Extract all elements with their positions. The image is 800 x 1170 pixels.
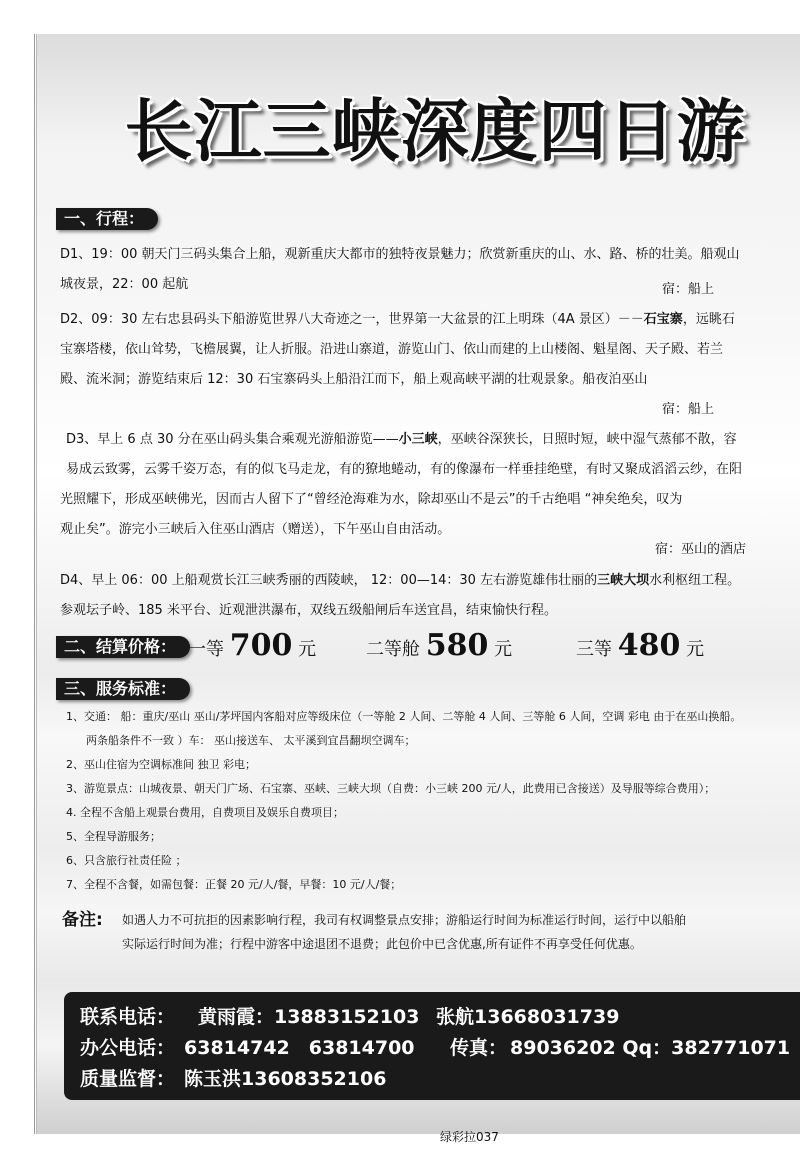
page-footer-code: 绿彩拉037	[440, 1130, 499, 1144]
note-text	[122, 908, 686, 956]
price-second-value: 580	[425, 628, 489, 663]
contact-phone-label: 联系电话：	[80, 1006, 176, 1028]
section-service-header: 三、服务标准：	[56, 678, 190, 700]
itinerary-day2-text: D2、09：30 左右忠县码头下船游览世界八大奇迹之一，世界第一大盆景的江上明珠（4A 景区）－－	[60, 312, 644, 327]
itinerary-day1	[60, 240, 740, 300]
service-list	[66, 705, 741, 897]
itinerary-day2-line: 宝寨塔楼，依山耸势，飞檐展翼，让人折服。沿进山寨道，游览山门、依山而建的上山楼阁、魁星阁、天子殿、若兰	[60, 342, 724, 357]
note-line: 如遇人力不可抗拒的因素影响行程，我司有权调整景点安排；游船运行时间为标准运行时间，运行中以船舶	[122, 913, 687, 927]
service-item: 4. 全程不含船上观景台费用，自费项目及娱乐自费项目；	[66, 806, 344, 819]
price-first-value: 700	[229, 628, 293, 663]
price-first-label: 一等	[188, 639, 224, 660]
contact-panel	[64, 992, 800, 1100]
service-item: 6、只含旅行社责任险 ；	[66, 854, 187, 867]
price-first-class	[188, 628, 316, 663]
itinerary-day2-highlight: 石宝寨	[643, 312, 683, 327]
itinerary-day3-stay: 宿：巫山的酒店	[655, 542, 747, 557]
itinerary-day4-line	[60, 566, 740, 596]
contact-fax-value: 89036202 Qq：382771071	[510, 1037, 791, 1059]
service-item: 两条船条件不一致 ）车： 巫山接送车、 太平溪到宜昌翻坝空调车；	[86, 734, 416, 747]
service-item: 3、游览景点：山城夜景、朝天门广场、石宝寨、巫峡、三峡大坝（自费：小三峡 200 元/人，此费用已含接送）及导服等综合费用）；	[66, 782, 716, 795]
price-first-unit: 元	[298, 639, 317, 660]
contact-quality-value: 陈玉洪13608352106	[184, 1068, 387, 1090]
contact-office-row	[80, 1033, 800, 1064]
price-second-unit: 元	[494, 639, 513, 660]
itinerary-day3-text: D3、早上 6 点 30 分在巫山码头集合乘观光游船游览——	[66, 432, 399, 447]
itinerary-day1-line: 城夜景，22：00 起航	[60, 277, 189, 292]
itinerary-day3-text: ，巫峡谷深狭长，日照时短，峡中湿气蒸郁不散，容	[437, 432, 737, 447]
price-third-unit: 元	[686, 639, 705, 660]
contact-phone-1: 黄雨霞：13883152103	[198, 1006, 420, 1028]
page-title: 长江三峡深度四日游	[124, 92, 746, 172]
itinerary-day4-line: 参观坛子岭、185 米平台、近观泄洪瀑布，双线五级船闸后车送宜昌，结束愉快行程。	[60, 603, 557, 618]
itinerary-day1-stay: 宿：船上	[662, 282, 715, 297]
contact-office-value: 63814742 63814700	[184, 1037, 415, 1059]
page-border	[34, 34, 35, 1134]
section-itinerary-header: 一、行程：	[56, 208, 158, 230]
contact-fax-label: 传真：	[450, 1037, 508, 1059]
itinerary-day2-line: 殿、流米洞；游览结束后 12：30 石宝寨码头上船沿江而下，船上观高峡平湖的壮观景象。船夜泊巫山	[60, 372, 648, 387]
section-price-header: 二、结算价格：	[56, 636, 190, 658]
itinerary-day2	[60, 305, 735, 395]
contact-quality-label: 质量监督：	[80, 1068, 176, 1090]
service-item: 5、全程导游服务；	[66, 830, 161, 843]
itinerary-day4	[60, 566, 740, 626]
price-third-label: 三等	[576, 639, 612, 660]
itinerary-day4-text: 水利枢纽工程。	[649, 573, 741, 588]
contact-quality-row	[80, 1064, 800, 1095]
itinerary-day3-line: 观止矣”。游完小三峡后入住巫山酒店（赠送），下午巫山自由活动。	[60, 522, 451, 537]
price-row	[56, 628, 796, 668]
contact-phone-2: 张航13668031739	[436, 1006, 620, 1028]
itinerary-day2-stay: 宿：船上	[662, 402, 715, 417]
price-second-label: 二等舱	[366, 639, 420, 660]
service-item: 2、巫山住宿为空调标准间 独卫 彩电；	[66, 758, 256, 771]
itinerary-day3-line: 光照耀下，形成巫峡佛光，因而古人留下了“曾经沧海难为水，除却巫山不是云”的千古绝唱 “神矣绝矣，叹为	[60, 492, 683, 507]
contact-office-label: 办公电话：	[80, 1037, 176, 1059]
note-line: 实际运行时间为准；行程中游客中途退团不退费；此包价中已含优惠,所有证件不再享受任何优惠。	[122, 937, 642, 951]
service-item: 7、全程不含餐，如需包餐：正餐 20 元/人/餐，早餐：10 元/人/餐；	[66, 878, 402, 891]
itinerary-day2-line	[60, 305, 735, 335]
itinerary-day4-highlight: 三峡大坝	[597, 573, 650, 588]
itinerary-day3	[60, 425, 743, 545]
itinerary-day4-text: D4、早上 06：00 上船观赏长江三峡秀丽的西陵峡， 12：00—14：30 左右游览雄伟壮丽的	[60, 573, 598, 588]
contact-phone-row	[80, 1002, 800, 1033]
itinerary-day2-text: ，远眺石	[682, 312, 735, 327]
itinerary-day1-line: D1、19：00 朝天门三码头集合上船，观新重庆大都市的独特夜景魅力；欣赏新重庆的山、水、路、桥的壮美。船观山	[60, 247, 740, 262]
itinerary-day3-line: 易成云致雾，云雾千姿万态，有的似飞马走龙，有的獠地蜷动，有的像瀑布一样垂挂绝壁，有时又聚成滔滔云纱，在阳	[66, 462, 743, 477]
service-item: 1、交通： 船：重庆/巫山 巫山/茅坪国内客船对应等级床位（一等舱 2 人间、二等舱 4 人间、三等舱 6 人间，空调 彩电 由于在巫山换船。	[66, 710, 742, 723]
itinerary-day3-highlight: 小三峡	[398, 432, 438, 447]
price-third-value: 480	[617, 628, 681, 663]
price-third-class	[576, 628, 704, 663]
price-second-class	[366, 628, 512, 663]
note-label: 备注:	[62, 910, 103, 930]
itinerary-day3-line	[66, 425, 742, 455]
